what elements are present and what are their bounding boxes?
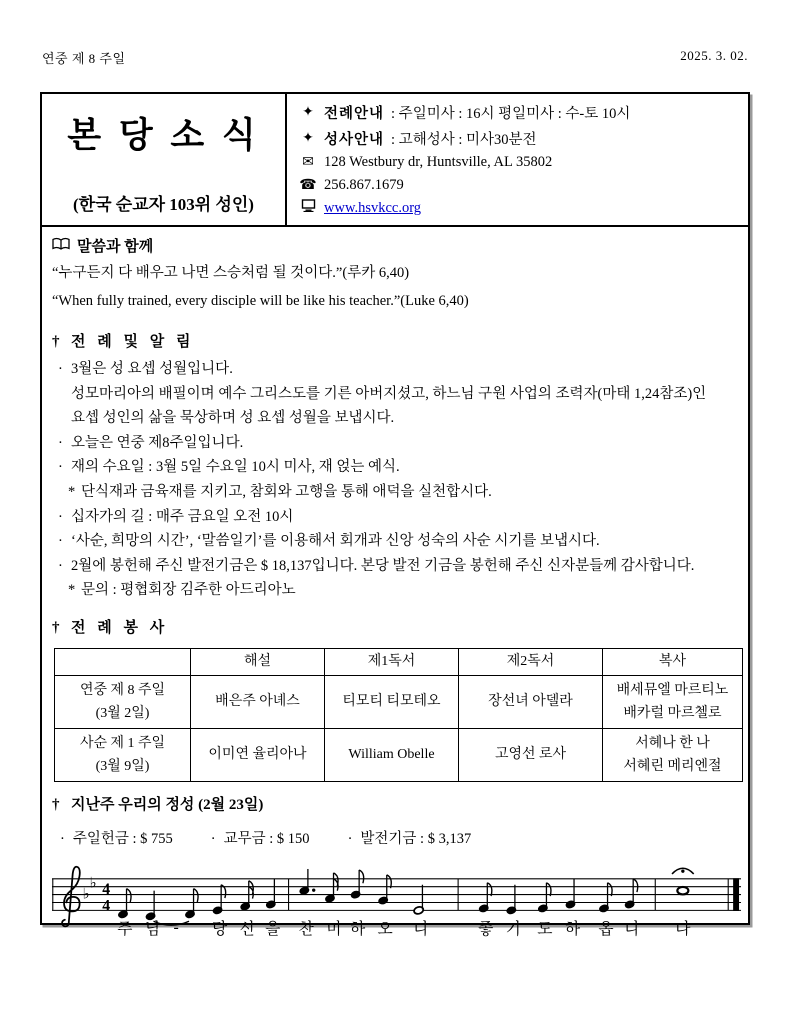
flat-icon: ♭ <box>82 886 90 903</box>
running-head-date: 2025. 3. 02. <box>680 48 748 63</box>
hymn-music <box>52 861 736 942</box>
reading1-cell: 티모티 티모테오 <box>325 675 459 728</box>
lyric-syllable: - <box>173 918 179 936</box>
lyric-syllable: 옵 <box>598 920 614 938</box>
section-announcements <box>52 330 736 603</box>
announcement-line: · ‘사순, 희망의 시간’, ‘말씀일기’를 이용해서 회개과 신앙 성숙의 사순 시기를 보냅시다. <box>58 533 600 550</box>
announcement-line: · 2월에 봉헌해 주신 발전기금은 $ 18,137입니다. 본당 발전 기금을 봉헌해 주신 신자분들께 감사합니다. <box>58 557 695 574</box>
servers-cell: 서혜나 한 나 서혜린 메리엔절 <box>603 728 743 781</box>
diamond-icon: ✦ <box>302 131 314 147</box>
section-service <box>52 616 736 782</box>
lyric-syllable: 다 <box>675 920 691 938</box>
phone-number: 256.867.1679 <box>324 176 404 193</box>
info-label: 전례안내 <box>324 105 385 122</box>
commentator-cell: 배은주 아녜스 <box>191 675 325 728</box>
servers-cell: 배세뮤엘 마르티노 배카럴 마르첼로 <box>603 675 743 728</box>
header-cell-blank <box>55 648 191 675</box>
masthead-title-cell <box>42 94 287 225</box>
lyric-syllable: 신 <box>239 920 255 938</box>
lyric-syllable: 오 <box>377 920 393 938</box>
lyric-syllable: 니 <box>623 920 640 938</box>
info-row-address <box>299 154 738 171</box>
table-row <box>55 675 743 728</box>
week-cell: 연중 제 8 주일 (3월 2일) <box>55 675 191 728</box>
lyric-syllable: 님 <box>144 920 161 938</box>
section-title: 전 례 봉 사 <box>71 619 169 636</box>
offering-items <box>52 827 736 852</box>
offering-item: · 발전기금 : $ 3,137 <box>347 830 472 847</box>
final-barline <box>733 878 739 911</box>
lyric-syllable: 주 <box>117 920 133 938</box>
info-text: : 고해성사 : 미사30분전 <box>391 132 537 149</box>
announcement-line: * 문의 : 평협회장 김주한 아드리아노 <box>68 582 296 599</box>
reading1-cell: William Obelle <box>325 728 459 781</box>
section-title: 말씀과 함께 <box>77 239 154 255</box>
section-title: 지난주 우리의 정성 (2월 23일) <box>71 796 264 813</box>
announcement-line: 요셉 성인의 삶을 묵상하며 성 요셉 성월을 보냅시다. <box>71 410 395 427</box>
cross-icon: † <box>52 619 60 636</box>
mail-icon: ✉ <box>302 155 314 171</box>
masthead-info-cell <box>287 94 748 225</box>
running-head-left: 연중 제 8 주일 <box>42 51 126 66</box>
commentator-cell: 이미연 율리아나 <box>191 728 325 781</box>
section-service-heading <box>52 616 736 641</box>
info-row-website <box>299 199 738 217</box>
address-text: 128 Westbury dr, Huntsville, AL 35802 <box>324 154 553 171</box>
lyric-syllable: 미 <box>326 920 342 938</box>
section-title: 전 례 및 알 림 <box>71 334 195 350</box>
offering-item: · 주일헌금 : $ 755 <box>60 830 173 847</box>
quote-korean: “누구든지 다 배우고 나면 스승처럼 될 것이다.”(루카 6,40) <box>52 265 410 281</box>
lyric-syllable: 을 <box>265 920 281 938</box>
lyric-syllable: 하 <box>349 920 366 938</box>
info-row-liturgy <box>299 102 738 123</box>
info-row-phone <box>299 177 738 194</box>
treble-clef-icon <box>62 867 80 927</box>
website-link[interactable]: www.hsvkcc.org <box>324 199 422 216</box>
announcement-lines <box>52 357 736 603</box>
header-cell-reading1: 제1독서 <box>325 648 459 675</box>
announcement-line: · 십자가의 길 : 매주 금요일 오전 10시 <box>58 508 294 525</box>
running-head <box>42 48 748 67</box>
reading2-cell: 고영선 로사 <box>459 728 603 781</box>
lyric-syllable: 하 <box>564 920 581 938</box>
announcement-line: · 재의 수요일 : 3월 5일 수요일 10시 미사, 재 얹는 예식. <box>58 459 400 476</box>
cross-icon: † <box>52 334 60 350</box>
info-text: : 주일미사 : 16시 평일미사 : 수-토 10시 <box>391 105 631 122</box>
bulletin-body <box>42 227 748 942</box>
section-offerings-heading <box>52 793 736 818</box>
bulletin-title: 본 당 소 식 <box>67 116 260 155</box>
diamond-icon: ✦ <box>302 104 314 120</box>
service-roster-table <box>54 648 743 782</box>
lyric-syllable: 당 <box>211 920 228 938</box>
announcement-line: * 단식재과 금육재를 지키고, 참회와 고행을 통해 애덕을 실천합시다. <box>68 483 492 500</box>
music-staff <box>52 861 742 942</box>
lyric-syllable: 도 <box>537 920 553 938</box>
offering-item: · 교무금 : $ 150 <box>210 830 310 847</box>
quote-english: “When fully trained, every disciple will be like his teacher.”(Luke 6,40) <box>52 292 469 309</box>
section-words-heading <box>52 235 736 260</box>
info-label: 성사안내 <box>324 132 385 149</box>
header-cell-reading2: 제2독서 <box>459 648 603 675</box>
notes <box>118 868 694 925</box>
header-cell-servers: 복사 <box>603 648 743 675</box>
section-offerings <box>52 793 736 852</box>
cross-icon: † <box>52 796 60 813</box>
lyric-syllable: 찬 <box>298 920 314 938</box>
lyric-syllable: 좋 <box>478 920 494 938</box>
time-signature-bottom: 4 <box>102 897 111 915</box>
announcement-line: 성모마리아의 배필이며 예수 그리스도를 기른 아버지셨고, 하느님 구원 사업의 조력자(마태 1,24참조)인 <box>71 385 707 402</box>
table-header-row <box>55 648 743 675</box>
header-cell-commentator: 해설 <box>191 648 325 675</box>
masthead <box>42 94 748 227</box>
section-announcements-heading <box>52 330 736 355</box>
book-icon <box>52 235 70 260</box>
flat-icon: ♭ <box>89 875 97 892</box>
table-row <box>55 728 743 781</box>
computer-icon <box>299 199 317 217</box>
phone-icon: ☎ <box>299 177 317 193</box>
lyric-syllable: 니 <box>413 920 429 938</box>
announcement-line: · 오늘은 연중 제8주일입니다. <box>58 434 244 451</box>
bulletin-subtitle: (한국 순교자 103위 성인) <box>73 195 254 214</box>
info-row-sacrament <box>299 128 738 149</box>
time-signature-top: 4 <box>102 881 111 899</box>
reading2-cell: 장선녀 아델라 <box>459 675 603 728</box>
bulletin-box <box>40 92 750 938</box>
announcement-line: · 3월은 성 요셉 성월입니다. <box>58 361 233 377</box>
week-cell: 사순 제 1 주일 (3월 9일) <box>55 728 191 781</box>
lyric-syllable: 기 <box>505 920 521 938</box>
